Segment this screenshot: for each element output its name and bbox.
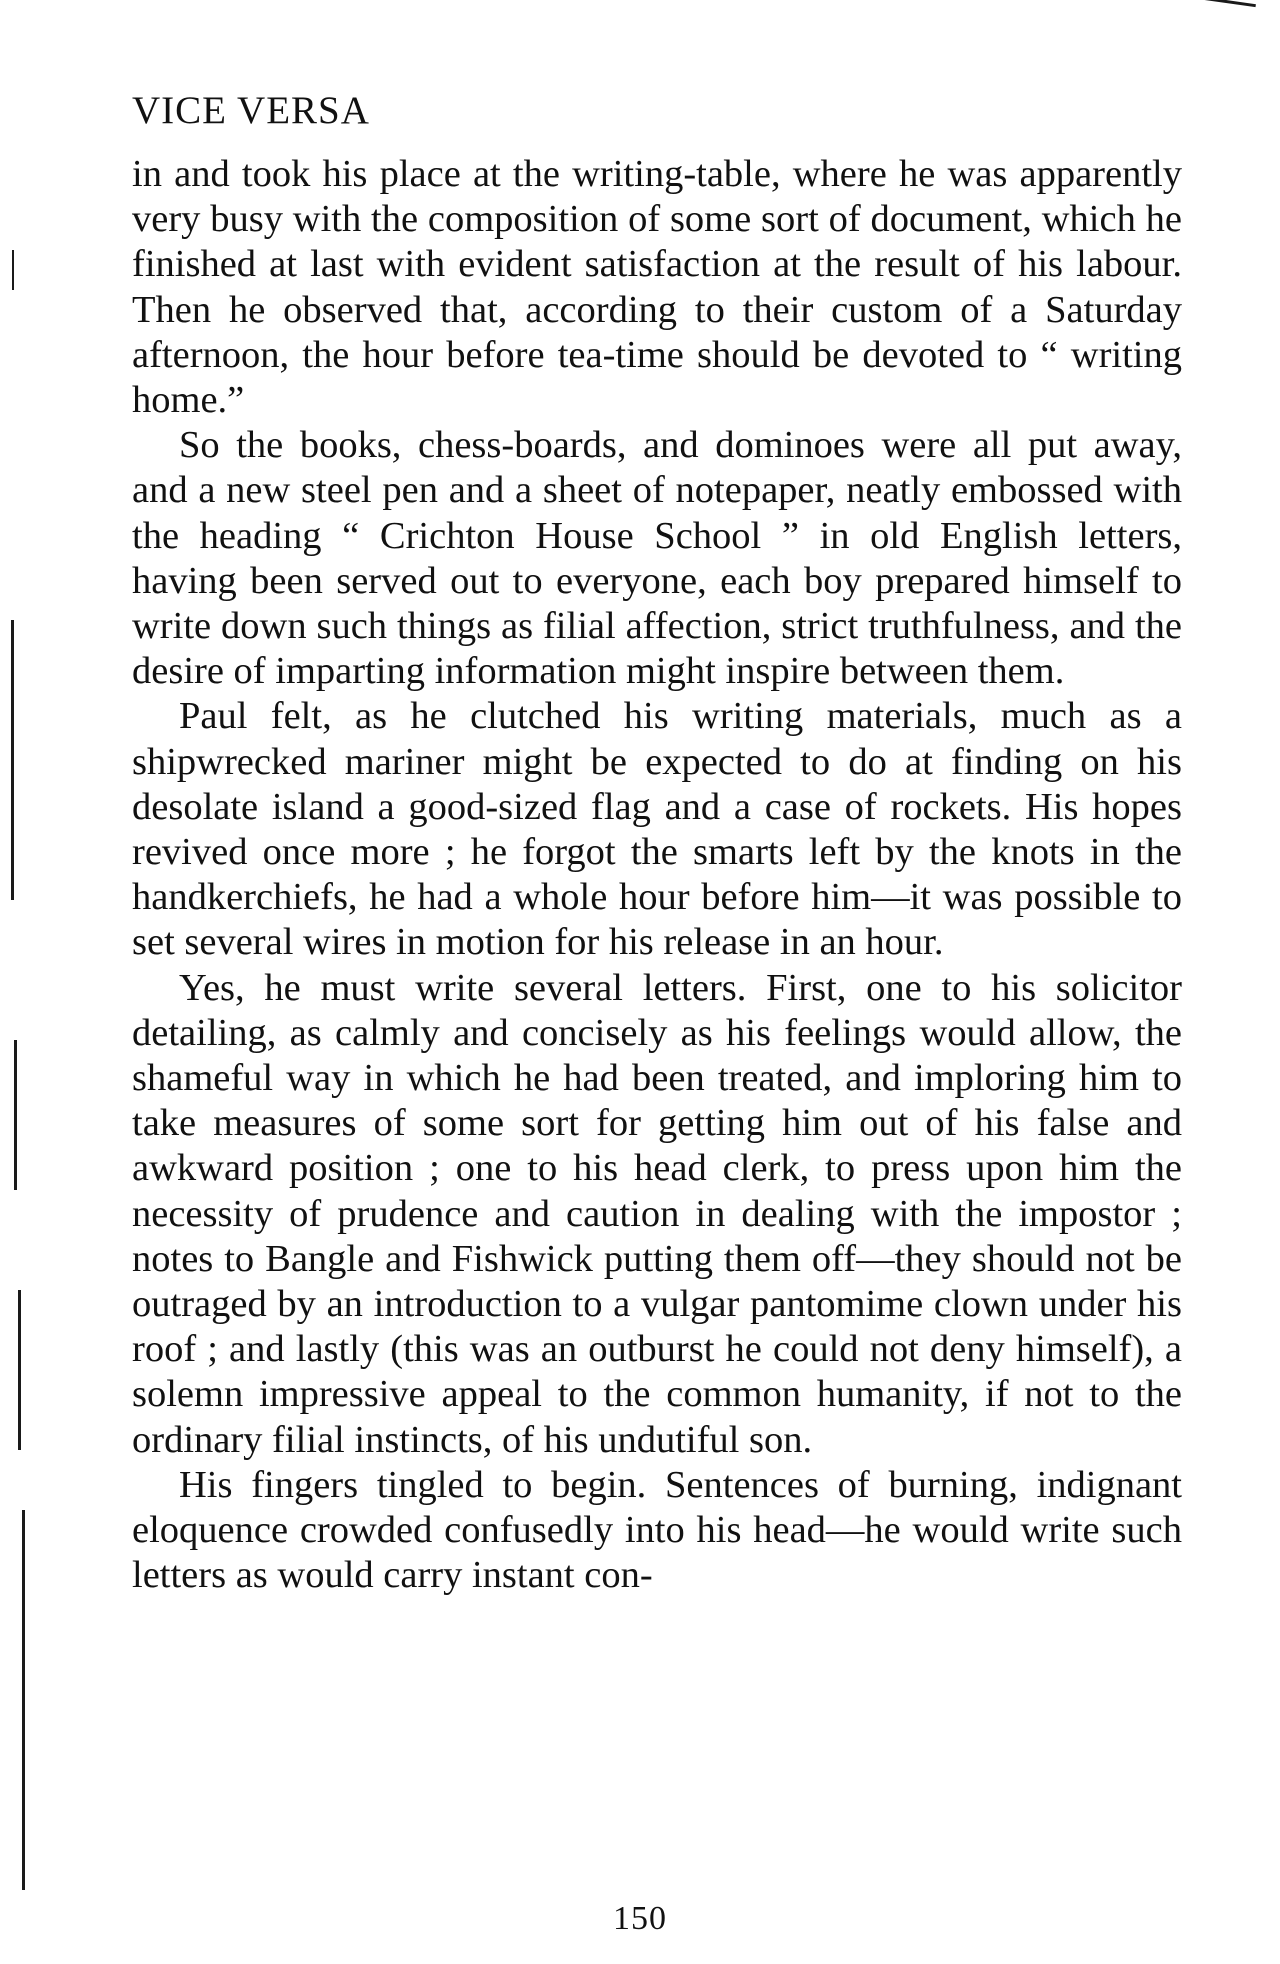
scan-artifact-top-right <box>1196 0 1256 7</box>
scan-artifact-gutter-4 <box>18 1290 21 1450</box>
page-text <box>132 152 1182 1599</box>
paragraph-1: in and took his place at the writing-table, where he was apparently very busy with the composition of some sort of document, which he finished at last with evident satisfaction at the result of his labour. Then he observed that, according to their custom of a Saturday afternoon, the hour before tea-time should be devoted to “ writing home.” <box>132 153 1182 422</box>
running-head: VICE VERSA <box>132 89 370 132</box>
paragraph-4: Yes, he must write several letters. First, one to his solicitor detailing, as calmly and concisely as his feelings would allow, the shameful way in which he had been treated, and imploring him to take measures of some sort for getting him out of his false and awkward position ; one to his head clerk, to press upon him the necessity of prudence and caution in dealing with the impostor ; notes to Bangle and Fishwick putting them off—they should not be outraged by an introduction to a vulgar pantomime clown under his roof ; and lastly (this was an outburst he could not deny himself), a solemn impressive appeal to the common humanity, if not to the ordinary filial instincts, of his undutiful son. <box>132 966 1182 1461</box>
scan-artifact-gutter-2 <box>11 620 14 900</box>
paragraph-3: Paul felt, as he clutched his writing materials, much as a shipwrecked mariner might be expected to do at finding on his desolate island a good-sized flag and a case of rockets. His hopes revived once more ; he forgot the smarts left by the knots in the handkerchiefs, he had a whole hour before him—it was possible to set several wires in motion for his release in an hour. <box>132 695 1182 964</box>
paragraph-5: His fingers tingled to begin. Sentences of burning, indignant eloquence crowded confusedly into his head—he would write such letters as would carry instant con- <box>132 1463 1182 1597</box>
scan-artifact-gutter-5 <box>22 1510 25 1890</box>
paragraph-2: So the books, chess-boards, and dominoes were all put away, and a new steel pen and a sheet of notepaper, neatly embossed with the heading “ Crichton House School ” in old English letters, having been served out to everyone, each boy prepared himself to write down such things as filial affection, strict truthfulness, and the desire of imparting information might inspire between them. <box>132 424 1182 693</box>
scan-artifact-gutter-3 <box>14 1040 17 1190</box>
scan-artifact-gutter-1 <box>12 250 14 290</box>
page-number: 150 <box>613 1900 667 1937</box>
